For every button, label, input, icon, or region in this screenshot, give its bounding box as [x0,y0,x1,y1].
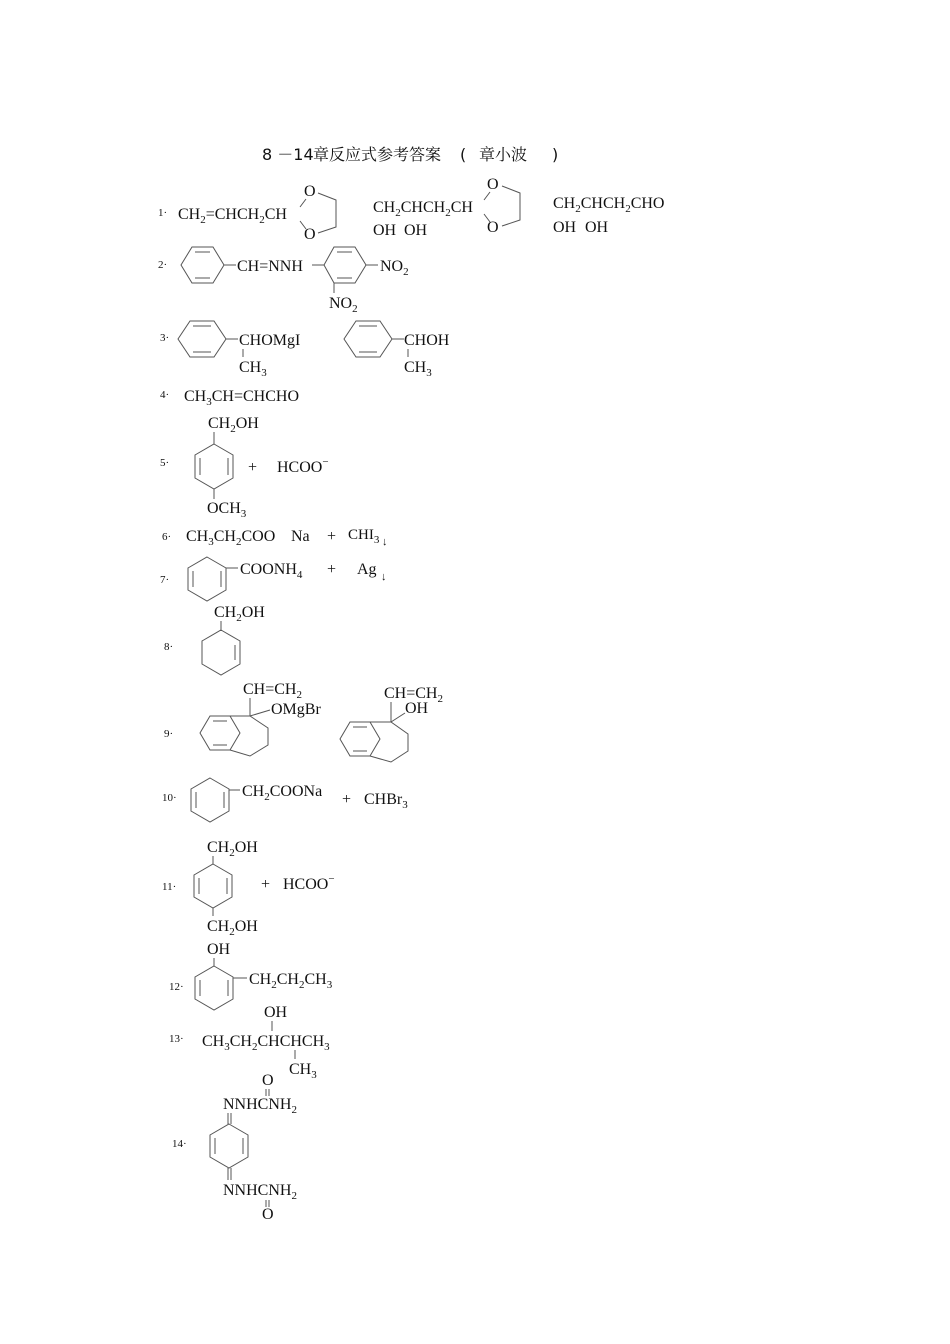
formula-part: CH [249,971,272,988]
formula-text [364,791,408,811]
formula-text: Na [291,528,310,545]
hydroxyl-label: OH [207,941,231,958]
document-title [262,145,558,164]
formula-superscript: − [322,456,329,468]
entry-14 [172,1072,297,1223]
formula-subscript: 2 [445,207,451,219]
formula-subscript: 2 [235,536,242,548]
hydroxyl-label: OH [373,222,397,239]
formula-subscript: 3 [224,1041,230,1053]
entry-number: 11· [162,881,177,893]
formula-part: NO [329,295,353,312]
entry-13 [169,1004,330,1081]
nitro-group [329,295,358,315]
benzene-ring [181,247,224,283]
formula-subscript: 3 [240,508,247,520]
formula-part: HCOO [283,876,329,893]
formula-text [207,918,258,938]
formula-part: OH [235,415,259,432]
formula-subscript: 2 [271,979,277,991]
entry-9 [164,681,443,762]
formula-subscript: 2 [229,847,235,859]
formula-subscript: 3 [206,396,212,408]
formula-part: CHI [348,527,374,543]
formula-part: CH [186,528,209,545]
hydroxyl-label: OH [264,1004,288,1021]
formula-subscript: 3 [311,1069,317,1081]
plus-sign: + [327,561,337,578]
formula-text [208,415,259,435]
entry-number: 4· [160,389,170,401]
entry-6 [162,527,388,548]
formula-part: CH [178,206,201,223]
carbonyl-oxygen: O [262,1206,274,1223]
formula-text: CHOMgI [239,332,301,349]
entry-3 [160,321,450,379]
entry-number: 12· [169,981,184,993]
formula-subscript: 2 [395,207,401,219]
formula-text [186,528,275,548]
formula-subscript: 2 [437,693,443,705]
formula-superscript: − [328,873,335,885]
formula-part: COONa [269,783,323,800]
methyl-group [289,1061,317,1081]
formula-text [207,839,258,859]
formula-part: CH [214,604,237,621]
formula-text [184,388,299,408]
formula-text [178,206,287,226]
formula-text [348,527,380,546]
formula-part: CH [207,839,230,856]
benzene-ring [191,778,229,822]
formula-part: CHO [630,195,665,212]
formula-text [223,1182,297,1202]
benzene-ring [178,321,226,357]
tetralin-saturated-ring [370,722,408,762]
formula-part: CHBr [364,791,403,808]
hydroxyl-label: OH [553,219,577,236]
carbonyl-oxygen: O [262,1072,274,1089]
formula-subscript: 2 [236,612,242,624]
formula-subscript: 3 [426,367,432,379]
ring-oxygen: O [487,219,499,236]
formula-subscript: 2 [298,979,305,991]
tetralin-aromatic-ring [200,716,240,750]
benzene-ring [188,557,226,601]
formula-part: CH [202,1033,225,1050]
bond [391,713,405,722]
title-paren-close: ) [552,145,559,164]
formula-part: CH [239,359,262,376]
formula-part: NNHCNH [223,1096,292,1113]
formula-subscript: 3 [373,534,380,546]
formula-part: NNHCNH [223,1182,292,1199]
benzene-ring [194,864,232,908]
hydroxyl-label: OH [405,700,429,717]
formula-part: CH [213,528,236,545]
formula-text [202,1033,330,1053]
entry-11 [162,839,335,938]
benzene-ring [344,321,392,357]
plus-sign: + [248,459,258,476]
formula-part: CH=CH [243,681,297,698]
plus-sign: + [342,791,352,808]
formula-part: CH [229,1033,252,1050]
benzene-ring [324,247,366,283]
formula-subscript: 2 [259,214,265,226]
formula-part: CH [264,206,287,223]
formula-text [242,783,322,803]
formula-subscript: 2 [352,303,358,315]
formula-part: HCOO [277,459,323,476]
formula-part: CH [276,971,299,988]
formula-text [240,561,303,581]
hydroxyl-label: OH [585,219,609,236]
formula-subscript: 2 [251,1041,258,1053]
formula-part: NO [380,258,404,275]
formula-part: =CHCH [205,206,260,223]
plus-sign: + [261,876,271,893]
tetralin-saturated-ring [230,716,268,756]
entry-number: 14· [172,1138,187,1150]
formula-subscript: 3 [261,367,267,379]
formula-part: CH [304,971,327,988]
bond [250,710,270,716]
title-text: 章反应式参考答案 [313,145,442,164]
entry-5 [160,415,329,520]
formula-part: CH=CHCHO [211,388,299,405]
formula-subscript: 3 [402,799,408,811]
benzene-ring [195,444,233,489]
formula-part: COONH [240,561,297,578]
entry-number: 7· [160,574,170,586]
formula-text [249,971,333,991]
formula-subscript: 2 [296,689,302,701]
entry-number: 13· [169,1033,184,1045]
entry-7 [160,557,387,601]
formula-part: CH [289,1061,312,1078]
formula-subscript: 2 [403,266,409,278]
entry-number: 5· [160,457,170,469]
entry-number: 8· [164,641,174,653]
formula-part: CH [404,359,427,376]
tetralin-aromatic-ring [340,722,380,756]
formula-subscript: 2 [264,791,270,803]
formula-subscript: 2 [229,926,235,938]
quinone-ring [210,1124,248,1168]
formula-text [243,681,302,701]
formula-part: CH [184,388,207,405]
benzene-ring [195,966,233,1010]
formula-part: CH [373,199,396,216]
nitro-group [380,258,409,278]
entry-number: 1· [158,207,168,219]
formula-subscript: 2 [291,1190,297,1202]
entry-12 [169,941,333,1010]
entry-10 [162,778,408,822]
entry-number: 6· [162,531,172,543]
formula-part: OH [234,918,258,935]
formula-part: CH [207,918,230,935]
formula-text [277,456,329,476]
hydroxyl-label: OH [404,222,428,239]
entry-number: 2· [158,259,168,271]
formula-part: CHCH [580,195,626,212]
precipitate-arrow: ↓ [382,536,388,548]
formula-text: OMgBr [271,701,321,718]
formula-text [373,199,473,219]
formula-part: OH [241,604,265,621]
formula-subscript: 2 [200,214,206,226]
formula-subscript: 3 [208,536,214,548]
formula-part: CH [242,783,265,800]
formula-text: CH=NNH [237,258,303,275]
formula-part: CHCH [400,199,446,216]
formula-subscript: 4 [296,569,303,581]
formula-part: CHCHCH [257,1033,325,1050]
entry-number: 10· [162,792,177,804]
formula-part: OCH [207,500,241,517]
entry-1 [158,176,664,243]
entry-4 [160,388,299,408]
entry-number: 3· [160,332,170,344]
formula-text [553,195,664,215]
title-author: 章小波 [479,145,528,164]
formula-part: CH [208,415,231,432]
formula-text [223,1096,297,1116]
ring-oxygen: O [487,176,499,193]
formula-text [283,873,335,893]
formula-text: Ag [357,561,377,578]
formula-part: OH [234,839,258,856]
formula-part: COO [241,528,276,545]
formula-text: CHOH [404,332,450,349]
entry-2 [158,247,409,315]
methoxy-group [207,500,247,520]
title-paren-open: ( [460,145,467,164]
plus-sign: + [327,528,337,545]
title-range: 8 －14 [262,145,314,164]
formula-subscript: 2 [291,1104,297,1116]
cyclohexene-ring [202,630,240,675]
formula-subscript: 3 [326,979,333,991]
formula-subscript: 2 [575,203,581,215]
methyl-group [404,359,432,379]
formula-subscript: 2 [625,203,631,215]
formula-text [214,604,265,624]
formula-part: CH [553,195,576,212]
formula-subscript: 2 [230,423,236,435]
formula-part: CH=CH [384,685,438,702]
ring-oxygen: O [304,226,316,243]
formula-subscript: 3 [324,1041,330,1053]
ring-oxygen: O [304,183,316,200]
methyl-group [239,359,267,379]
entry-number: 9· [164,728,174,740]
precipitate-arrow: ↓ [381,571,387,583]
formula-part: CH [450,199,473,216]
entry-8 [164,604,265,675]
